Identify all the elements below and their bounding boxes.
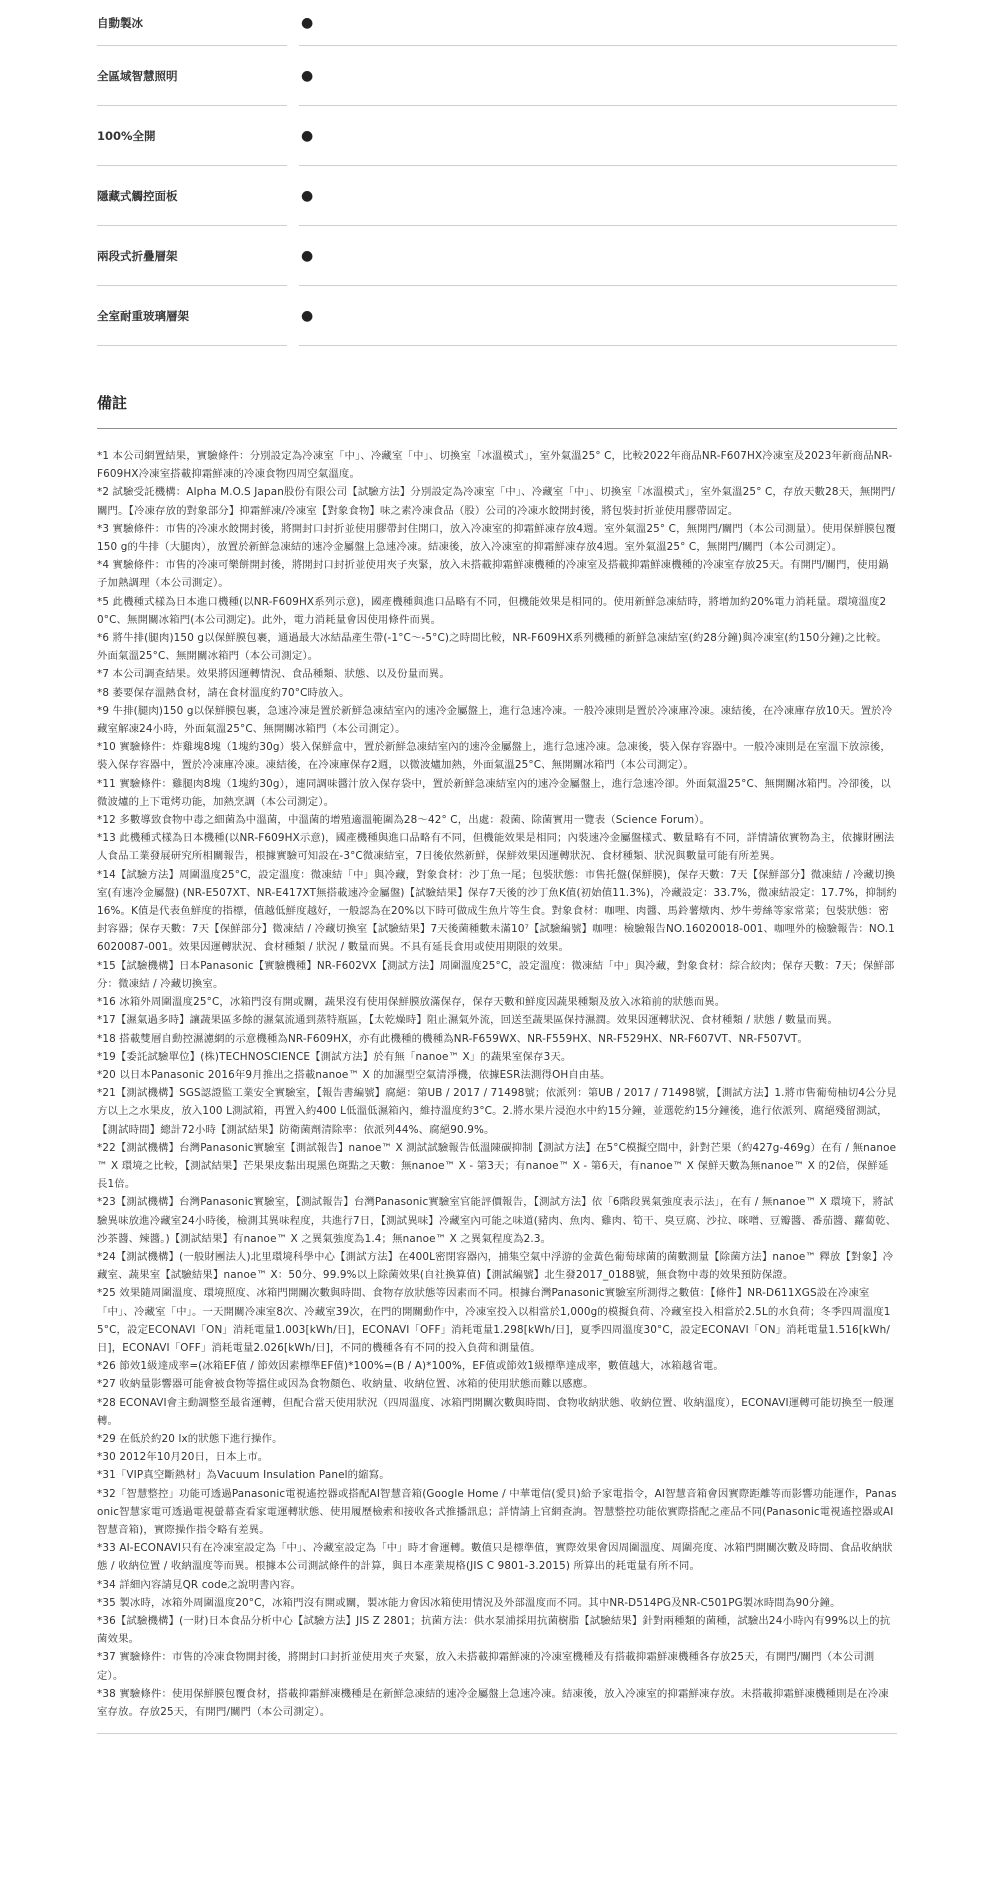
- spec-label: 全區域智慧照明: [97, 46, 287, 106]
- spec-row: [97, 46, 897, 106]
- spec-row: [97, 0, 897, 46]
- note-item: *9 牛排(腿肉)150 g以保鮮膜包裹，急速冷凍是置於新鮮急凍結室內的速冷金屬盤上，進行急速冷凍。一般冷凍則是置於冷凍庫冷凍。凍結後，在冷凍庫存放10天。置於冷藏室解凍24小時，外面氣溫25°C、無開關冰箱門（本公司測定）。: [97, 704, 893, 736]
- note-item: *16 冰箱外周圍溫度25°C，冰箱門沒有開或關，蔬果沒有使用保鮮膜放滿保存，保存天數和鮮度因蔬果種類及放入冰箱前的狀態而異。: [97, 996, 726, 1009]
- note-item: *8 萎要保存溫熱食材，請在食材溫度約70°C時放入。: [97, 686, 350, 699]
- note-item: *14【試驗方法】周圍溫度25°C，設定溫度：微凍結「中」與冷藏，對象食材：沙丁魚一尾；包裝狀態：市售托盤(保鮮膜)，保存天數：7天【保鮮部分】微凍結 / 冷藏切換室(有速冷金屬盤) (NR-E507XT、NR-E417XT無搭載速冷金屬盤)【試驗結果】保存7天後的沙丁魚K值(初始值11.3%)，冷藏設定：33.7%，微凍結設定：17.7%，抑制約16%。K值是代表鱼鮮度的指標，值越低鮮度越好，一般認為在20%以下時可做成生魚片等生食。對象食材：咖哩、肉醬、馬鈴薯燉肉、炒牛蒡絲等家常菜；包裝狀態：密封容器；保存天數：7天【保鮮部分】微凍結 / 冷藏切換室【試驗結果】7天後菌種數未滿10⁷【試驗編號】咖哩：檢驗報告NO.16020018-001、咖哩外的檢驗報告：NO.16020087-001。效果因運轉狀況、食材種類 / 狀況 / 數量而異。不具有延長食用或使用期限的效果。: [97, 868, 897, 954]
- note-item: *2 試驗受託機構：Alpha M.O.S Japan股份有限公司【試驗方法】分別設定為冷凍室「中」、冷藏室「中」、切換室「冰溫模式」，室外氣溫25° C，存放天數28天，無開門/關門。【冷凍存放的對象部分】抑霜鮮凍/冷凍室【對象食物】味之素冷凍食品（股）公司的冷凍水餃開封後，將包裝封折並使用膠帶固定。: [97, 486, 895, 517]
- note-item: *26 節效1級達成率=(冰箱EF值 / 節效因素標準EF值)*100%=(B / A)*100%，EF值或節效1級標準達成率，數值越大，冰箱越省電。: [97, 1360, 724, 1373]
- spec-label: 隱藏式觸控面板: [97, 166, 287, 226]
- note-item: *29 在低於約20 lx的狀態下進行操作。: [97, 1432, 283, 1445]
- note-item: *33 AI-ECONAVI只有在冷凍室設定為「中」、冷藏室設定為「中」時才會運轉。數值只是標準值，實際效果會因周圍溫度、周圍亮度、冰箱門開關次數及時間、食品收納狀態 / 收納位置 / 收納溫度等而異。根據本公司測試條件的計算，與日本產業規格(JIS C 9801-3.2015) 所算出的耗電量有所不同。: [97, 1542, 893, 1573]
- spec-row: [97, 286, 897, 346]
- note-item: *10 實驗條件：炸雞塊8塊（1塊約30g）裝入保鮮盒中，置於新鮮急凍結室內的速冷金屬盤上，進行急速冷凍。急凍後，裝入保存容器中。一般冷凍則是在室溫下放涼後，裝入保存容器中，置於冷凍庫冷凍。凍結後，在冷凍庫保存2週，以微波爐加熱，外面氣溫25°C、無開關冰箱門（本公司測定）。: [97, 741, 891, 772]
- note-item: *7 本公司調查結果。效果將因運轉情況、食品種類、狀態、以及份量而異。: [97, 668, 450, 681]
- note-item: *35 製冰時，冰箱外周圍溫度20°C，冰箱門沒有開或關，製冰能力會因冰箱使用情況及外部溫度而不同。其中NR-D514PG及NR-C501PG製冰時間為90分鐘。: [97, 1596, 841, 1609]
- spec-value-dot: ●: [301, 14, 314, 31]
- notes-divider: [97, 1733, 897, 1734]
- spec-label: 兩段式折疊層架: [97, 226, 287, 286]
- note-item: *23【測試機構】台灣Panasonic實驗室，【測試報告】台灣Panasonic實驗室官能評價報告，【測試方法】依「6階段異氣強度表示法」，在有 / 無nanoe™ X 環境下，將試驗異味放進冷藏室24小時後，檢測其異味程度，共進行7日，【測試異味】冷藏室內可能之味道(豬肉、魚肉、雞肉、筍干、臭豆腐、沙拉、咪噌、豆瓣醬、番茄醬、蘿蔔乾、沙茶醬、辣醬。)【測試結果】有nanoe™ X 之異氣強度為1.4；無nanoe™ X 之異氣程度為2.3。: [97, 1196, 897, 1245]
- note-item: *21【測試機構】SGS認證監工業安全實驗室，【報告書編號】腐絕：第UB / 2017 / 71498號；依派列：第UB / 2017 / 71498號，【測試方法】1.將市售葡萄柚切4公分見方以上之水果皮，放入100 L測試箱，再置入約400 L低溫低濕箱內，維持溫度約3°C。2.將水果片浸泡水中約15分鐘，並選乾約15分鐘後，進行依派列、腐絕殘留測試，【測試時間】總計72小時【測試結果】防衛菌劑清除率：依派列44%、腐絕90.9%。: [97, 1087, 897, 1136]
- note-item: *19【委託試驗單位】(株)TECHNOSCIENCE【測試方法】於有無「nanoe™ X」的蔬果室保存3天。: [97, 1050, 572, 1063]
- note-item: *36【試驗機構】(一財)日本食品分析中心【試驗方法】JIS Z 2801；抗菌方法：供水泵浦採用抗菌樹脂【試驗結果】針對兩種類的菌種，試驗出24小時內有99%以上的抗菌效果。: [97, 1615, 891, 1646]
- spec-label: 100%全開: [97, 106, 287, 166]
- note-item: *22【測試機構】台灣Panasonic實驗室【測試報告】nanoe™ X 測試試驗報告低溫陳碳抑制【測試方法】在5°C模擬空間中，針對芒果（約427g-469g）在有 / 無nanoe™ X 環境之比較，【測試結果】芒果果皮黏出現黑色斑點之天數：無nanoe™ X - 第3天；有nanoe™ X - 第6天，有nanoe™ X 保鮮天數為無nanoe™ X 的2倍，保鮮延長1倍。: [97, 1141, 897, 1191]
- note-item: *24【測試機構】(一般財團法人)北里環境科學中心【測試方法】在400L密閉容器內，捕集空氣中浮游的金黃色葡萄球菌的菌數測量【除菌方法】nanoe™ 釋放【對象】冷藏室、蔬果室【試驗結果】nanoe™ X：50分、99.9%以上除菌效果(自社換算值)【測試編號】北生發2017_0188號，無食物中毒的效果預防保證。: [97, 1250, 894, 1282]
- note-item: *17【濕氣過多時】讓蔬果區多餘的濕氣流通到蒸特瓶區，【太乾燥時】阻止濕氣外流，回送至蔬果區保持濕潤。效果因運轉狀況、食材種類 / 狀態 / 數量而異。: [97, 1014, 838, 1027]
- note-item: *5 此機種式樣為日本進口機種(以NR-F609HX系列示意)，國產機種與進口品略有不同，但機能效果是相同的。使用新鮮急凍結時，將增加約20%電力消耗量。環境溫度20°C、無開關冰箱門(本公司測定)。此外，電力消耗量會因使用條件而異。: [97, 595, 887, 626]
- spec-notes-section: [97, 0, 897, 1734]
- note-item: *15【試驗機構】日本Panasonic【實驗機種】NR-F602VX【測試方法】周圍溫度25°C，設定溫度：微凍結「中」與冷藏，對象食材：綜合絞肉；保存天數：7天；保鮮部分：微凍結 / 冷藏切換室。: [97, 959, 895, 990]
- note-item: *38 實驗條件：使用保鮮膜包覆食材，搭載抑霜鮮凍機種是在新鮮急凍結的速冷金屬盤上急速冷凍。結凍後，放入冷凍室的抑霜鮮凍存放。未搭載抑霜鮮凍機種則是在冷凍室存放。存放25天，有開門/關門（本公司測定）。: [97, 1687, 889, 1719]
- note-item: *6 將牛排(腿肉)150 g以保鮮膜包裹，通過最大冰結晶產生帶(-1°C～-5°C)之時間比較，NR-F609HX系列機種的新鮮急凍結室(約28分鐘)與冷凍室(約150分鐘)之比較。外面氣溫25°C、無開關冰箱門（本公司測定）。: [97, 632, 887, 663]
- notes-list: [97, 447, 897, 1721]
- spec-value-dot: ●: [301, 127, 314, 144]
- note-item: *13 此機種式樣為日本機種(以NR-F609HX示意)，國產機種與進口品略有不同，但機能效果是相同；內裝速冷金屬盤樣式、數量略有不同，詳情請依實物為主，依據財團法人食品工業發展研究所相關報告，根據實驗可知設在-3°C微凍結室，7日後依然新鮮，保鮮效果因運轉狀況、食材種類、狀況與數量可能有所差異。: [97, 832, 895, 863]
- spec-label: 自動製冰: [97, 0, 287, 46]
- note-item: *3 實驗條件：市售的冷凍水餃開封後，將開封口封折並使用膠帶封住開口，放入冷凍室的抑霜鮮凍存放4週。室外氣溫25° C，無開門/關門（本公司測量）。使用保鮮膜包覆150 g的牛排（大腿肉），放置於新鮮急凍結的速冷金屬盤上急速冷凍。結凍後，放入冷凍室的抑霜鮮凍存放4週。室外氣溫25° C，無開門/關門（本公司測定）。: [97, 522, 896, 554]
- note-item: *1 本公司網置結果，實驗條件：分別設定為冷凍室「中」、冷藏室「中」、切換室「冰溫模式」，室外氣溫25° C，比較2022年商品NR-F607HX冷凍室及2023年新商品NR-F609HX冷凍室搭載抑霜鮮凍的冷凍食物四周空氣溫度。: [97, 450, 893, 481]
- note-item: *25 效果隨周圍溫度、環境照度、冰箱門開關次數與時間、食物存放狀態等因素而不同。根據台灣Panasonic實驗室所測得之數值：【條件】NR-D611XGS設在冷凍室「中」、冷藏室「中」。一天開關冷凍室8次、冷藏室39次，在門的開關動作中，冷凍室投入以相當於1,000g的模擬負荷、冷藏室投入相當於2.5L的水負荷；冬季四周溫度15°C，設定ECONAVI「ON」消耗電量1.003[kWh/日]，ECONAVI「OFF」消耗電量1.298[kWh/日]，夏季四周溫度30°C，設定ECONAVI「ON」消耗電量1.516[kWh/日]，ECONAVI「OFF」消耗電量2.026[kWh/日]，不同的機種各有不同的投入負荷和測量值。: [97, 1287, 891, 1354]
- spec-label: 全室耐重玻璃層架: [97, 286, 287, 346]
- note-item: *37 實驗條件：市售的冷凍食物開封後，將開封口封折並使用夾子夾緊，放入未搭載抑霜鮮凍的冷凍室機種及有搭載抑霜鮮凍機種各存放25天，有開門/關門（本公司測定）。: [97, 1651, 875, 1682]
- note-item: *32「智慧整控」功能可透過Panasonic電視遙控器或搭配AI智慧音箱(Google Home / 中華電信(愛貝)給予家電指令，AI智慧音箱會因實際距離等而影響功能運作，Panasonic智慧家電可透過電視螢幕查看家電運轉狀態、使用履歷檢索和接收各式推播訊息；詳情請上官網查詢。智慧整控功能依實際搭配之產品不同(Panasonic電視遙控器或AI智慧音箱)，實際操作指令略有差異。: [97, 1487, 897, 1536]
- spec-value-dot: ●: [301, 307, 314, 324]
- note-item: *4 實驗條件：市售的冷凍可樂餅開封後，將開封口封折並使用夾子夾緊，放入未搭載抑霜鮮凍機種的冷凍室及搭載抑霜鮮凍機種的冷凍室存放25天。有開門/關門，使用鍋子加熱調理（本公司測定）。: [97, 559, 889, 590]
- note-item: *11 實驗條件：雞腿肉8塊（1塊約30g），連同調味醬汁放入保存袋中，置於新鮮急凍結室內的速冷金屬盤上，進行急速冷卻。外面氣溫25°C、無開關冰箱門。冷卻後，以微波爐的上下電烤功能，加熱烹調（本公司測定）。: [97, 777, 891, 808]
- note-item: *12 多數導致食物中毒之細菌為中溫菌，中溫菌的增殖適溫範圍為28～42° C，出處：殺菌、除菌實用一覽表（Science Forum）。: [97, 814, 711, 827]
- spec-value-dot: ●: [301, 187, 314, 204]
- note-item: *31「VIP真空斷熱材」為Vacuum Insulation Panel的縮寫。: [97, 1469, 390, 1482]
- notes-heading: 備註: [97, 392, 897, 429]
- spec-row: [97, 106, 897, 166]
- note-item: *28 ECONAVI會主動調整至最省運轉，但配合當天使用狀況（四周溫度、冰箱門開關次數與時間、食物收納狀態、收納位置、收納溫度），ECONAVI運轉可能切換至一般運轉。: [97, 1396, 895, 1427]
- note-item: *18 搭載雙層自動控濕濾網的示意機種為NR-F609HX，亦有此機種的機種為NR-F659WX、NR-F559HX、NR-F529HX、NR-F607VT、NR-F507VT。: [97, 1032, 809, 1045]
- spec-table: [97, 0, 897, 346]
- note-item: *27 收納量影響器可能會被食物等擋住或因為食物顏色、收納量、收納位置、冰箱的使用狀態而難以感應。: [97, 1378, 594, 1391]
- spec-value-dot: ●: [301, 67, 314, 84]
- note-item: *20 以日本Panasonic 2016年9月推出之搭載nanoe™ X 的加濕型空氣清淨機，依據ESR法測得OH自由基。: [97, 1068, 611, 1081]
- spec-value-dot: ●: [301, 247, 314, 264]
- spec-row: [97, 166, 897, 226]
- note-item: *34 詳細內容請見QR code之說明書內容。: [97, 1578, 302, 1591]
- spec-row: [97, 226, 897, 286]
- note-item: *30 2012年10月20日，日本上市。: [97, 1451, 269, 1464]
